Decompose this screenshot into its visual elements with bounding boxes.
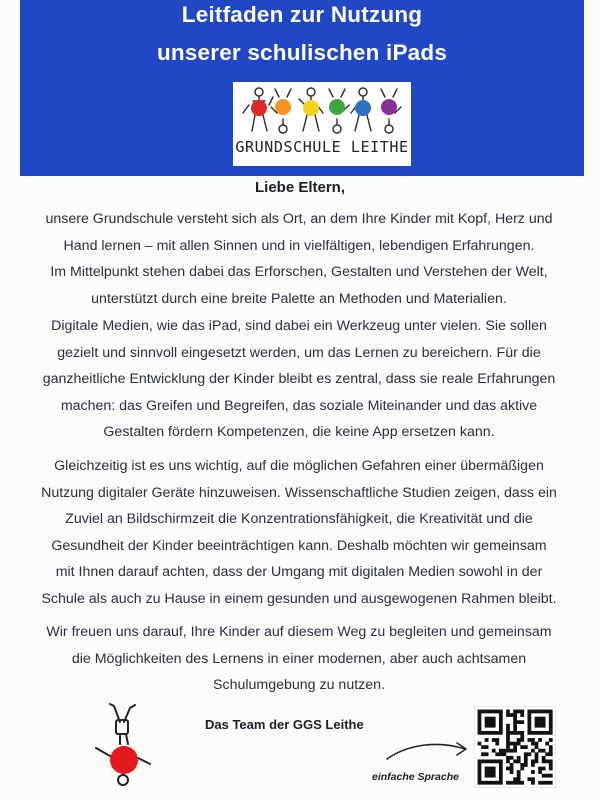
qr-module	[495, 742, 499, 746]
qr-module	[506, 727, 510, 731]
qr-module	[517, 720, 521, 724]
qr-module	[535, 731, 539, 735]
qr-module	[535, 710, 539, 714]
qr-module	[513, 717, 517, 721]
qr-module	[485, 724, 489, 728]
qr-module	[495, 738, 499, 742]
qr-module	[478, 777, 482, 781]
qr-module	[485, 774, 489, 778]
qr-module	[531, 749, 535, 753]
qr-module	[542, 710, 546, 714]
logo-figures-icon	[239, 85, 405, 137]
qr-module	[478, 767, 482, 771]
qr-module	[488, 759, 492, 763]
qr-module	[499, 717, 503, 721]
qr-module	[488, 774, 492, 778]
qr-module	[527, 724, 531, 728]
paragraph-line: mit Ihnen darauf achten, dass der Umgang mit digitalen Medien sowohl in der	[55, 564, 543, 580]
qr-module	[520, 781, 524, 785]
qr-module	[531, 710, 535, 714]
logo-dot-green	[329, 99, 345, 115]
qr-module	[542, 774, 546, 778]
qr-module	[488, 717, 492, 721]
qr-module	[510, 713, 514, 717]
qr-module	[531, 742, 535, 746]
qr-module	[542, 756, 546, 760]
qr-module	[549, 781, 553, 785]
header-banner	[20, 0, 584, 176]
qr-code-icon[interactable]	[474, 706, 556, 788]
qr-module	[513, 781, 517, 785]
qr-module	[510, 749, 514, 753]
qr-module	[510, 742, 514, 746]
qr-module	[492, 710, 496, 714]
qr-module	[542, 731, 546, 735]
qr-module	[545, 752, 549, 756]
qr-module	[506, 713, 510, 717]
qr-module	[531, 781, 535, 785]
qr-module	[527, 731, 531, 735]
qr-module	[527, 752, 531, 756]
qr-module	[492, 731, 496, 735]
qr-module	[524, 745, 528, 749]
qr-module	[506, 742, 510, 746]
qr-module	[485, 710, 489, 714]
qr-module	[499, 777, 503, 781]
qr-module	[542, 781, 546, 785]
paragraph-2	[12, 313, 586, 446]
qr-module	[549, 759, 553, 763]
qr-module	[513, 777, 517, 781]
qr-module	[513, 710, 517, 714]
qr-module	[485, 770, 489, 774]
qr-module	[499, 710, 503, 714]
qr-module	[549, 745, 553, 749]
qr-module	[538, 720, 542, 724]
qr-module	[531, 763, 535, 767]
paragraph-line: Gestalten fördern Kompetenzen, die keine App ersetzen kann.	[103, 424, 495, 440]
mascot-red-ball	[110, 746, 138, 774]
qr-module	[549, 731, 553, 735]
qr-module	[499, 767, 503, 771]
qr-module	[513, 720, 517, 724]
qr-module	[485, 781, 489, 785]
qr-module	[520, 713, 524, 717]
qr-module	[545, 759, 549, 763]
qr-module	[485, 731, 489, 735]
paragraph-line: Digitale Medien, wie das iPad, sind dabei ein Werkzeug unter vielen. Sie sollen	[51, 318, 547, 334]
paragraph-line: Schule als auch zu Hause in einem gesunden und ausgewogenen Rahmen bleibt.	[41, 590, 557, 607]
qr-module	[538, 770, 542, 774]
qr-module	[510, 756, 514, 760]
qr-module	[481, 710, 485, 714]
qr-module	[545, 742, 549, 746]
qr-module	[503, 749, 507, 753]
qr-module	[538, 717, 542, 721]
qr-module	[520, 738, 524, 742]
qr-module	[527, 720, 531, 724]
qr-module	[542, 767, 546, 771]
qr-module	[506, 738, 510, 742]
qr-module	[478, 770, 482, 774]
qr-module	[542, 724, 546, 728]
qr-module	[478, 717, 482, 721]
qr-module	[499, 763, 503, 767]
qr-module	[492, 774, 496, 778]
qr-module	[549, 720, 553, 724]
qr-module	[478, 774, 482, 778]
qr-module	[535, 742, 539, 746]
title-line-2: unserer schulischen iPads	[156, 40, 448, 65]
qr-module	[513, 713, 517, 717]
qr-module	[549, 717, 553, 721]
qr-module	[524, 763, 528, 767]
qr-module	[478, 710, 482, 714]
qr-module	[549, 763, 553, 767]
qr-module	[545, 781, 549, 785]
qr-module	[499, 752, 503, 756]
qr-module	[545, 774, 549, 778]
easy-language-label: einfache Sprache	[372, 771, 459, 783]
paragraph-line: unsere Grundschule versteht sich als Ort, an dem Ihre Kinder mit Kopf, Herz und	[45, 211, 553, 227]
qr-module	[538, 749, 542, 753]
greeting: Liebe Eltern,	[254, 179, 346, 196]
title-line-1: Leitfaden zur Nutzung	[181, 2, 423, 27]
qr-module	[520, 720, 524, 724]
paragraph-line: Gesundheit der Kinder beeinträchtigen kann. Deshalb möchten wir gemeinsam	[51, 537, 547, 554]
qr-module	[517, 770, 521, 774]
qr-module	[517, 756, 521, 760]
qr-module	[488, 724, 492, 728]
qr-module	[520, 710, 524, 714]
qr-module	[492, 720, 496, 724]
qr-module	[485, 759, 489, 763]
paragraph-line: die Möglichkeiten des Lernens in einer modernen, aber auch achtsamen	[71, 650, 527, 667]
qr-module	[538, 710, 542, 714]
qr-module	[506, 724, 510, 728]
qr-module	[527, 727, 531, 731]
qr-module	[535, 717, 539, 721]
qr-module	[506, 767, 510, 771]
qr-module	[535, 756, 539, 760]
qr-module	[499, 759, 503, 763]
qr-module	[517, 777, 521, 781]
paragraph-line: Schulumgebung zu nutzen.	[213, 677, 385, 693]
qr-module	[506, 781, 510, 785]
qr-module	[506, 745, 510, 749]
qr-module	[524, 759, 528, 763]
qr-module	[517, 731, 521, 735]
qr-module	[485, 717, 489, 721]
qr-module	[478, 713, 482, 717]
qr-module	[478, 724, 482, 728]
qr-module	[478, 781, 482, 785]
qr-module	[510, 731, 514, 735]
qr-module	[531, 759, 535, 763]
qr-module	[513, 742, 517, 746]
logo-dot-orange	[275, 99, 291, 115]
qr-module	[492, 749, 496, 753]
qr-module	[492, 781, 496, 785]
qr-module	[506, 735, 510, 739]
qr-module	[531, 777, 535, 781]
qr-module	[488, 767, 492, 771]
qr-module	[549, 713, 553, 717]
qr-module	[535, 759, 539, 763]
qr-module	[499, 720, 503, 724]
qr-module	[478, 742, 482, 746]
logo-dot-yellow	[303, 100, 319, 116]
qr-module	[499, 724, 503, 728]
paragraph-line: Wir freuen uns darauf, Ihre Kinder auf diesem Weg zu begleiten und gemeinsam	[46, 624, 552, 640]
qr-module	[499, 749, 503, 753]
qr-module	[524, 752, 528, 756]
qr-module	[499, 774, 503, 778]
qr-module	[542, 759, 546, 763]
qr-module	[538, 767, 542, 771]
qr-module	[481, 781, 485, 785]
qr-module	[517, 774, 521, 778]
qr-module	[549, 710, 553, 714]
qr-module	[492, 770, 496, 774]
qr-module	[527, 713, 531, 717]
logo-dot-purple	[381, 99, 397, 115]
qr-module	[485, 767, 489, 771]
qr-module	[495, 731, 499, 735]
qr-module	[517, 738, 521, 742]
qr-module	[492, 767, 496, 771]
qr-module	[527, 710, 531, 714]
qr-module	[495, 759, 499, 763]
qr-module	[517, 759, 521, 763]
qr-module	[478, 731, 482, 735]
paragraph-3	[12, 453, 586, 612]
qr-module	[488, 720, 492, 724]
qr-module	[531, 770, 535, 774]
signature: Das Team der GGS Leithe	[205, 717, 364, 732]
qr-module	[492, 717, 496, 721]
qr-module	[538, 731, 542, 735]
qr-module	[485, 752, 489, 756]
paragraph-line: ganzheitliche Entwicklung der Kinder bleibt es zentral, dass sie reale Erfahrungen	[42, 371, 556, 387]
paragraph-line: Hand lernen – mit allen Sinnen und in vielfältigen, lebendigen Erfahrungen.	[63, 237, 535, 254]
qr-module	[549, 738, 553, 742]
qr-module	[549, 727, 553, 731]
qr-module	[517, 710, 521, 714]
qr-module	[478, 727, 482, 731]
qr-module	[492, 759, 496, 763]
qr-module	[492, 724, 496, 728]
qr-module	[510, 781, 514, 785]
qr-module	[531, 731, 535, 735]
paragraph-line: Nutzung digitaler Geräte hinzuweisen. Wissenschaftliche Studien zeigen, dass ein	[41, 484, 557, 501]
qr-module	[542, 720, 546, 724]
paragraph-line: Zuviel an Bildschirmzeit die Konzentrationsfähigkeit, die Kreativität und die	[65, 511, 533, 527]
qr-module	[527, 777, 531, 781]
qr-module	[513, 727, 517, 731]
qr-module	[538, 724, 542, 728]
qr-module	[506, 759, 510, 763]
qr-module	[520, 731, 524, 735]
qr-module	[513, 749, 517, 753]
qr-module	[499, 713, 503, 717]
qr-module	[549, 749, 553, 753]
qr-module	[481, 745, 485, 749]
qr-module	[492, 738, 496, 742]
qr-module	[488, 781, 492, 785]
mascot-figure-icon	[90, 702, 160, 794]
qr-module	[535, 724, 539, 728]
logo-dot-blue	[355, 100, 371, 116]
logo-dot-red	[251, 100, 267, 116]
qr-module	[535, 745, 539, 749]
qr-module	[499, 781, 503, 785]
qr-module	[499, 770, 503, 774]
qr-module	[488, 770, 492, 774]
qr-module	[485, 745, 489, 749]
qr-module	[527, 717, 531, 721]
qr-module	[517, 781, 521, 785]
qr-module	[506, 749, 510, 753]
qr-module	[488, 731, 492, 735]
qr-module	[531, 738, 535, 742]
qr-module	[545, 731, 549, 735]
qr-module	[495, 752, 499, 756]
qr-module	[535, 720, 539, 724]
qr-module	[503, 752, 507, 756]
qr-module	[513, 731, 517, 735]
qr-module	[499, 731, 503, 735]
qr-module	[513, 724, 517, 728]
qr-module	[481, 731, 485, 735]
qr-module	[499, 727, 503, 731]
qr-module	[517, 742, 521, 746]
paragraph-line: unterstützt durch eine breite Palette an Methoden und Materialien.	[91, 290, 507, 307]
qr-module	[535, 752, 539, 756]
qr-module	[478, 763, 482, 767]
qr-module	[549, 767, 553, 771]
qr-module	[506, 710, 510, 714]
qr-module	[538, 738, 542, 742]
qr-module	[520, 745, 524, 749]
qr-module	[520, 763, 524, 767]
qr-module	[478, 720, 482, 724]
qr-module	[520, 735, 524, 739]
qr-module	[506, 731, 510, 735]
qr-module	[538, 781, 542, 785]
paragraph-1	[12, 206, 586, 312]
qr-module	[527, 738, 531, 742]
qr-module	[513, 759, 517, 763]
paragraph-line: gezielt und sinnvoll eingesetzt werden, um das Lernen zu bereichern. Für die	[57, 344, 541, 361]
qr-module	[481, 759, 485, 763]
qr-module	[524, 756, 528, 760]
qr-module	[510, 767, 514, 771]
qr-module	[510, 763, 514, 767]
qr-module	[542, 717, 546, 721]
paragraph-line: Im Mittelpunkt stehen dabei das Erforschen, Gestalten und Verstehen der Welt,	[50, 264, 548, 280]
qr-module	[478, 759, 482, 763]
qr-module	[549, 774, 553, 778]
paragraph-line: machen: das Greifen und Begreifen, das soziale Miteinander und das aktive	[60, 397, 538, 414]
qr-module	[510, 770, 514, 774]
qr-module	[481, 752, 485, 756]
paragraph-line: Gleichzeitig ist es uns wichtig, auf die möglichen Gefahren einer übermäßigen	[54, 458, 544, 474]
qr-module	[545, 710, 549, 714]
logo-text: GRUNDSCHULE LEITHE	[235, 138, 409, 156]
qr-module	[506, 756, 510, 760]
qr-module	[520, 767, 524, 771]
paragraph-4	[12, 619, 586, 699]
qr-module	[485, 720, 489, 724]
arrow-icon	[385, 735, 471, 765]
school-logo	[233, 82, 411, 166]
qr-module	[513, 745, 517, 749]
qr-module	[495, 781, 499, 785]
qr-module	[549, 724, 553, 728]
qr-module	[488, 710, 492, 714]
qr-module	[495, 710, 499, 714]
qr-module	[485, 738, 489, 742]
qr-module	[542, 749, 546, 753]
qr-module	[549, 752, 553, 756]
